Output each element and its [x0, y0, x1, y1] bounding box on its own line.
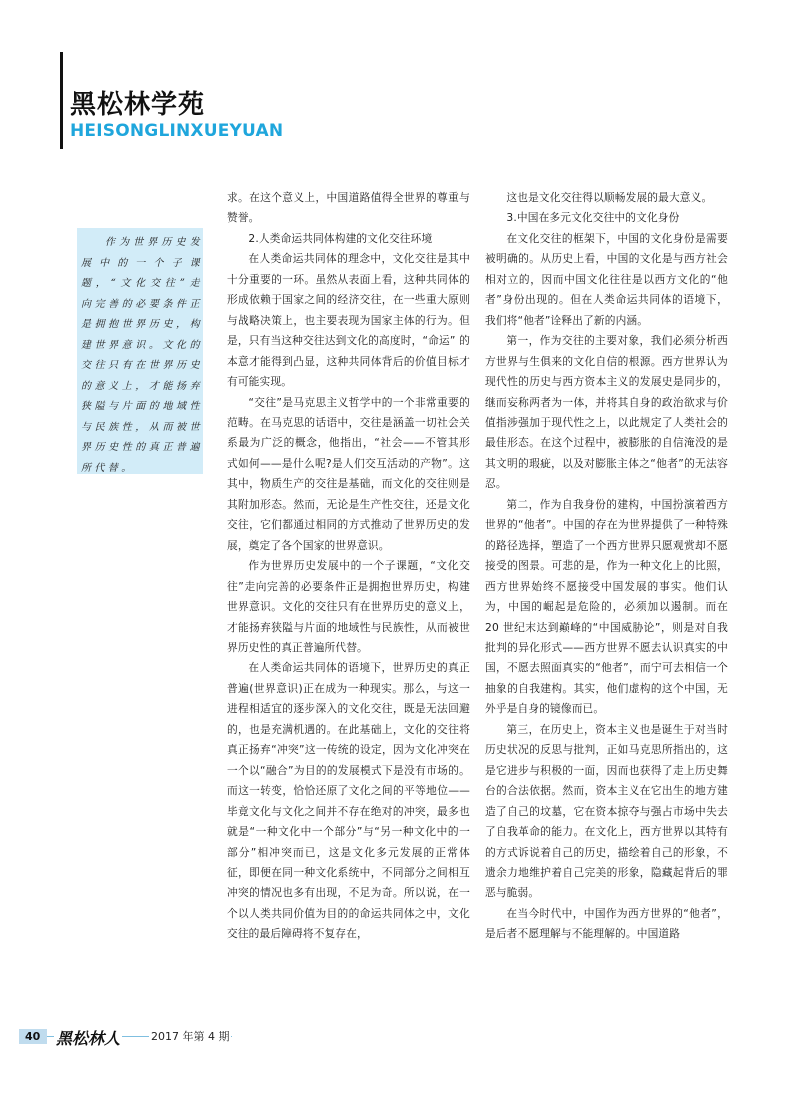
- pull-quote-text: 作为世界历史发展中的一个子课题，“文化交往”走向完善的必要条件正是拥抱世界历史，构建世界意识。文化的交往只有在世界历史的意义上，才能扬弃狭隘与片面的地域性与民族性，从而被世界历史性的真正普遍所代替。: [81, 237, 203, 474]
- page-number: 40: [25, 1030, 41, 1043]
- article-column-right: [485, 188, 728, 1068]
- paragraph: 这也是文化交往得以顺畅发展的最大意义。: [506, 191, 713, 204]
- paragraph: 在人类命运共同体的理念中，文化交往是其中十分重要的一环。虽然从表面上看，这种共同体的形成依赖于国家之间的经济交往，在一些重大原则与战略决策上，也主要表现为国家主体的行为。但是，只有当这种交往达到文化的高度时，“命运” 的本意才能得到凸显，这种共同体背后的价值目标才有可能实现。: [227, 252, 470, 389]
- paragraph: 在人类命运共同体的语境下，世界历史的真正普遍(世界意识)正在成为一种现实。那么，与这一进程相适宜的逐步深入的文化交往，既是无法回避的，也是充满机遇的。在此基础上，文化的交往将真正扬弃“冲突”这一传统的设定，因为文化冲突在一个以“融合”为目的的发展模式下是没有市场的。而这一转变，恰恰还原了文化之间的平等地位——毕竟文化与文化之间并不存在绝对的冲突，最多也就是“一种文化中一个部分”与“另一种文化中的一部分”相冲突而已，这是文化多元发展的正常体征，即便在同一种文化系统中，不同部分之间相互冲突的情况也多有出现，不足为奇。所以说，在一个以人类共同价值为目的的命运共同体之中，文化交往的最后障碍将不复存在，: [227, 661, 470, 941]
- section-heading: 3.中国在多元文化交往中的文化身份: [506, 211, 680, 225]
- paragraph: 在当今时代中，中国作为西方世界的“他者”，是后者不愿理解与不能理解的。中国道路: [485, 906, 728, 941]
- paragraph: “交往”是马克思主义哲学中的一个非常重要的范畴。在马克思的话语中，交往是涵盖一切社会关系最为广泛的概念，他指出，“社会——不管其形式如何——是什么呢?是人们交互活动的产物”。这其中，物质生产的交往是基础，而文化的交往则是其附加形态。然而，无论是生产性交往，还是文化交往，它们都通过相同的方式推动了世界历史的发展，奠定了各个国家的世界意识。: [227, 395, 470, 552]
- section-heading: 2.人类命运共同体构建的文化交往环境: [248, 231, 433, 245]
- paragraph: 第三，在历史上，资本主义也是诞生于对当时历史状况的反思与批判，正如马克思所指出的，这是它进步与积极的一面，因而也获得了走上历史舞台的合法依据。然而，资本主义在它出生的地方建造了自己的坟墓，它在资本掠夺与强占市场中失去了自我革命的能力。在文化上，西方世界以其特有的方式诉说着自己的历史，描绘着自己的形象，不遗余力地维护着自己完美的形象，隐藏起背后的罪恶与脆弱。: [485, 722, 728, 900]
- magazine-logo: 黑松林人: [54, 1026, 122, 1049]
- article-column-middle: [227, 188, 470, 1068]
- paragraph-continued: 求。在这个意义上，中国道路值得全世界的尊重与赞誉。: [227, 191, 470, 225]
- paragraph: 作为世界历史发展中的一个子课题，“文化交往”走向完善的必要条件正是拥抱世界历史，构建世界意识。文化的交往只有在世界历史的意义上，才能扬弃狭隘与片面的地域性与民族性，从而被世界历史性的真正普遍所代替。: [227, 559, 470, 654]
- header-rule: [60, 52, 63, 149]
- section-title-pinyin: HEISONGLINXUEYUAN: [70, 121, 284, 141]
- section-title: 黑松林学苑: [70, 90, 206, 120]
- paragraph: 第二，作为自我身份的建构，中国扮演着西方世界的“他者”。中国的存在为世界提供了一种特殊的路径选择，塑造了一个西方世界只愿观赏却不愿接受的图景。可悲的是，作为一种文化上的比照，西方世界始终不愿接受中国发展的事实。他们认为，中国的崛起是危险的，必须加以遏制。而在 20 世纪末达到巅峰的“中国威胁论”，则是对自我批判的异化形式——西方世界不愿去认识真实的中国，不愿去照面真实的“他者”，而宁可去相信一个抽象的自我建构。其实，他们虚构的这个中国，无外乎是自身的镜像而已。: [485, 497, 728, 716]
- paragraph: 第一，作为交往的主要对象，我们必须分析西方世界与生俱来的文化自信的根源。西方世界认为现代性的历史与西方资本主义的发展史是同步的，继而妄称两者为一体，并将其自身的政治欲求与价值指涉强加于现代性之上，以此规定了人类社会的最佳形态。在这个过程中，被膨胀的自信淹没的是其文明的瑕疵，以及对膨胀主体之“他者”的无法容忍。: [485, 334, 728, 491]
- pull-quote-box: [77, 228, 203, 474]
- issue-label: 2017 年第 4 期: [151, 1030, 230, 1043]
- page-footer: [19, 1029, 232, 1048]
- paragraph: 在文化交往的框架下，中国的文化身份是需要被明确的。从历史上看，中国的文化是与西方社会相对立的，因而中国文化往往是以西方文化的“他者”身份出现的。但在人类命运共同体的语境下，我们将“他者”诠释出了新的内涵。: [485, 231, 728, 327]
